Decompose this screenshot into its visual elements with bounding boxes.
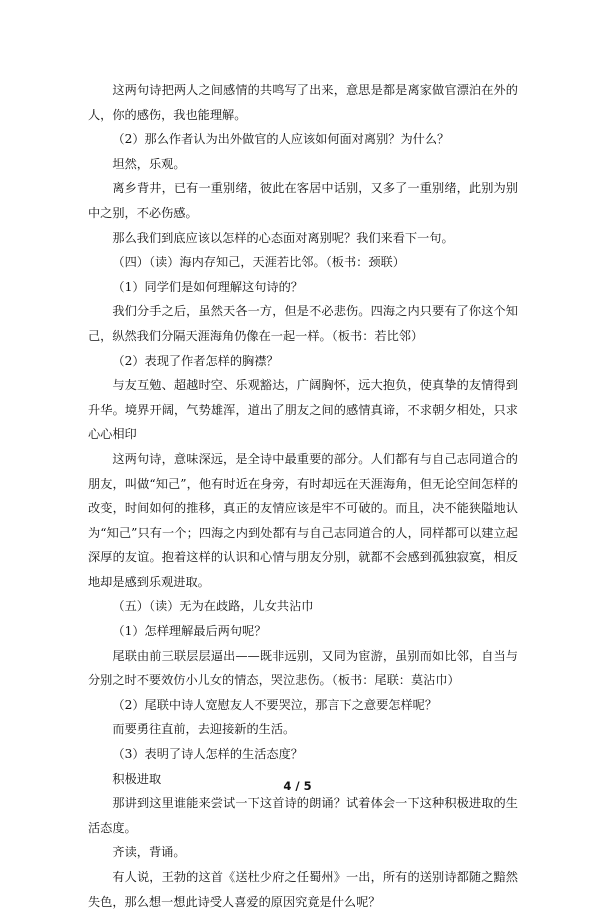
section-heading: （五）（读）无为在歧路，儿女共沾巾 bbox=[112, 599, 314, 614]
paragraph: （2）表现了作者怎样的胸襟？ bbox=[112, 353, 279, 368]
paragraph: 这两句诗把两人之间感情的共鸣写了出来，意思是都是离家做官漂泊在外的人，你的感伤，我也能理解。 bbox=[88, 83, 518, 122]
paragraph: 积极进取 bbox=[112, 771, 162, 786]
paragraph: 尾联由前三联层层逼出——既非远别，又同为宦游，虽别而如比邻，自当与分别之时不要效仿小儿女的情态，哭泣悲伤。（板书：尾联：莫沾巾） bbox=[88, 648, 518, 688]
page-number: 4 / 5 bbox=[283, 779, 312, 793]
paragraph: 我们分手之后，虽然天各一方，但是不必悲伤。四海之内只要有了你这个知己，纵然我们分隔天涯海角仍像在一起一样。（板书：若比邻） bbox=[88, 304, 518, 343]
paragraph: 那讲到这里谁能来尝试一下这首诗的朗诵？试着体会一下这种积极进取的生活态度。 bbox=[88, 796, 518, 835]
paragraph: 而要勇往直前，去迎接新的生活。 bbox=[112, 722, 296, 737]
paragraph: （1）同学们是如何理解这句诗的？ bbox=[112, 279, 303, 294]
paragraph: 离乡背井，已有一重别绪，彼此在客居中话别，又多了一重别绪，此别为别中之别，不必伤感。 bbox=[88, 181, 518, 220]
paragraph: （2）那么作者认为出外做官的人应该如何面对离别？为什么？ bbox=[112, 132, 450, 147]
paragraph: 这两句诗，意味深远，是全诗中最重要的部分。人们都有与自己志同道合的朋友，叫做“知己”，他有时近在身旁，有时却远在天涯海角，但无论空间怎样的改变，时间如何的推移，真正的友情应该是牢不可破的。而且，决不能狭隘地认为“知己”只有一个；四海之内到处都有与自己志同道合的人，同样都可以建立起深厚的友谊。抱着这样的认识和心情与朋友分别，就都不会感到孤独寂寞，相反地却是感到乐观进取。 bbox=[88, 451, 518, 589]
paragraph: （3）表明了诗人怎样的生活态度？ bbox=[112, 747, 303, 762]
paragraph: 齐读，背诵。 bbox=[112, 845, 186, 860]
section-heading: （四）（读）海内存知己，天涯若比邻。（板书：颈联） bbox=[112, 255, 405, 270]
paragraph: 与友互勉、超越时空、乐观豁达，广阔胸怀，远大抱负，使真挚的友情得到升华。境界开阔，气势雄浑，道出了朋友之间的感情真谛，不求朝夕相处，只求心心相印 bbox=[88, 378, 518, 442]
paragraph: 有人说，王勃的这首《送杜少府之任蜀州》一出，所有的送别诗都随之黯然失色，那么想一想此诗受人喜爱的原因究竟是什么呢？ bbox=[88, 870, 518, 909]
paragraph: 那么我们到底应该以怎样的心态面对离别呢？我们来看下一句。 bbox=[112, 230, 454, 245]
paragraph: （2）尾联中诗人宽慰友人不要哭泣，那言下之意要怎样呢？ bbox=[112, 697, 438, 712]
paragraph: （1）怎样理解最后两句呢？ bbox=[112, 624, 267, 639]
paragraph: 坦然，乐观。 bbox=[112, 156, 186, 171]
